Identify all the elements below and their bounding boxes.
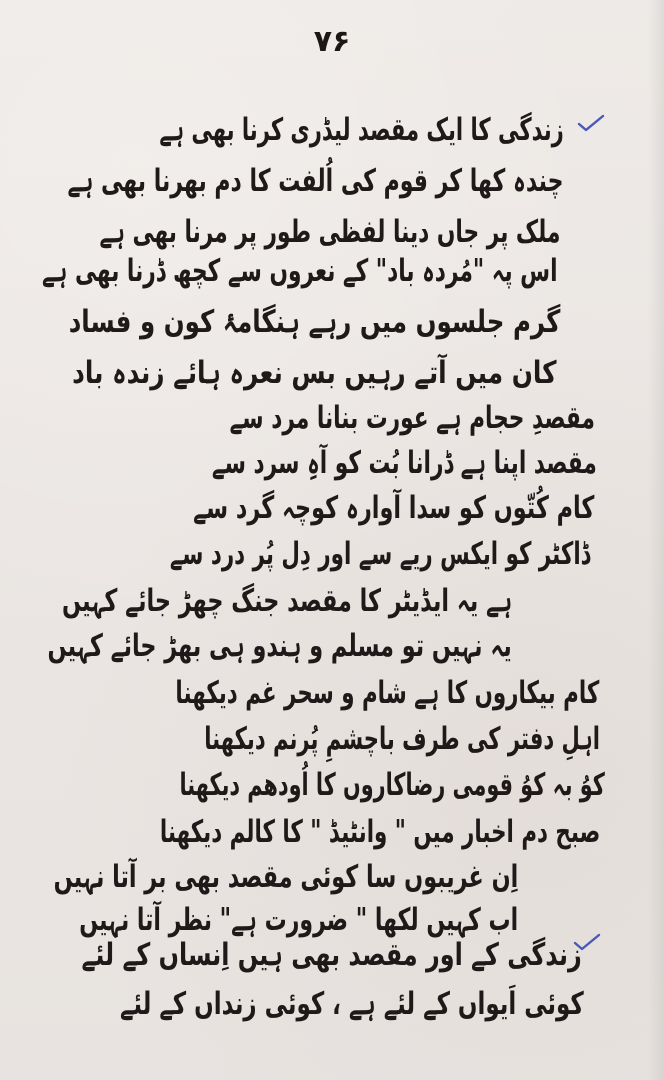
poem-line: چندہ کھا کر قوم کی اُلفت کا دم بھرنا بھی ہے [67, 163, 563, 199]
poem-line: مقصد اپنا ہے ڈرانا بُت کو آہِ سرد سے [212, 445, 597, 481]
poem-line: ملک پر جاں دینا لفظی طور پر مرنا بھی ہے [99, 214, 560, 250]
poem-line: صبح دم اخبار میں " وانٹیڈ " کا کالم دیکھنا [159, 814, 600, 850]
poem-line: گرم جلسوں میں رہے ہنگامۂ کون و فساد [68, 304, 560, 340]
poem-line: اِن غریبوں سا کوئی مقصد بھی بر آتا نہیں [53, 859, 518, 895]
poem-line: ڈاکٹر کو ایکس ریے سے اور دِل پُر درد سے [169, 536, 590, 572]
poem-line: اس پہ "مُردہ باد" کے نعروں سے کچھ ڈرنا بھی ہے [42, 253, 558, 289]
poem-line: مقصدِ حجام ہے عورت بنانا مرد سے [229, 400, 595, 436]
poem-line: یہ نہیں تو مسلم و ہندو ہی بھڑ جائے کہیں [47, 628, 512, 664]
poem-line: کوُ بہ کوُ قومی رضاکاروں کا اُودھم دیکھنا [179, 767, 605, 803]
poem-line: زندگی کے اور مقصد بھی ہیں اِنساں کے لئے [81, 937, 582, 973]
poem-line: کام کُتّوں کو سدا آوارہ کوچہ گرد سے [192, 490, 594, 526]
poem-line: اہلِ دفتر کی طرف باچشمِ پُرنم دیکھنا [204, 721, 600, 757]
page-number: ۷۶ [313, 24, 351, 59]
checkmark-icon [577, 113, 605, 133]
poem-line: زندگی کا ایک مقصد لیڈری کرنا بھی ہے [159, 112, 564, 148]
poem-line: اب کہیں لکھا " ضرورت ہے" نظر آتا نہیں [79, 902, 518, 938]
poem-line: کوئی اَیواں کے لئے ہے ، کوئی زنداں کے لئے [120, 986, 584, 1022]
poem-line: کام بیکاروں کا ہے شام و سحر غم دیکھنا [175, 675, 599, 711]
poem-line: ہے یہ ایڈیٹر کا مقصد جنگ چھڑ جائے کہیں [61, 583, 512, 619]
page-edge-shadow [648, 0, 664, 1080]
poem-line: کان میں آتے رہیں بس نعرہ ہائے زندہ باد [72, 355, 557, 391]
